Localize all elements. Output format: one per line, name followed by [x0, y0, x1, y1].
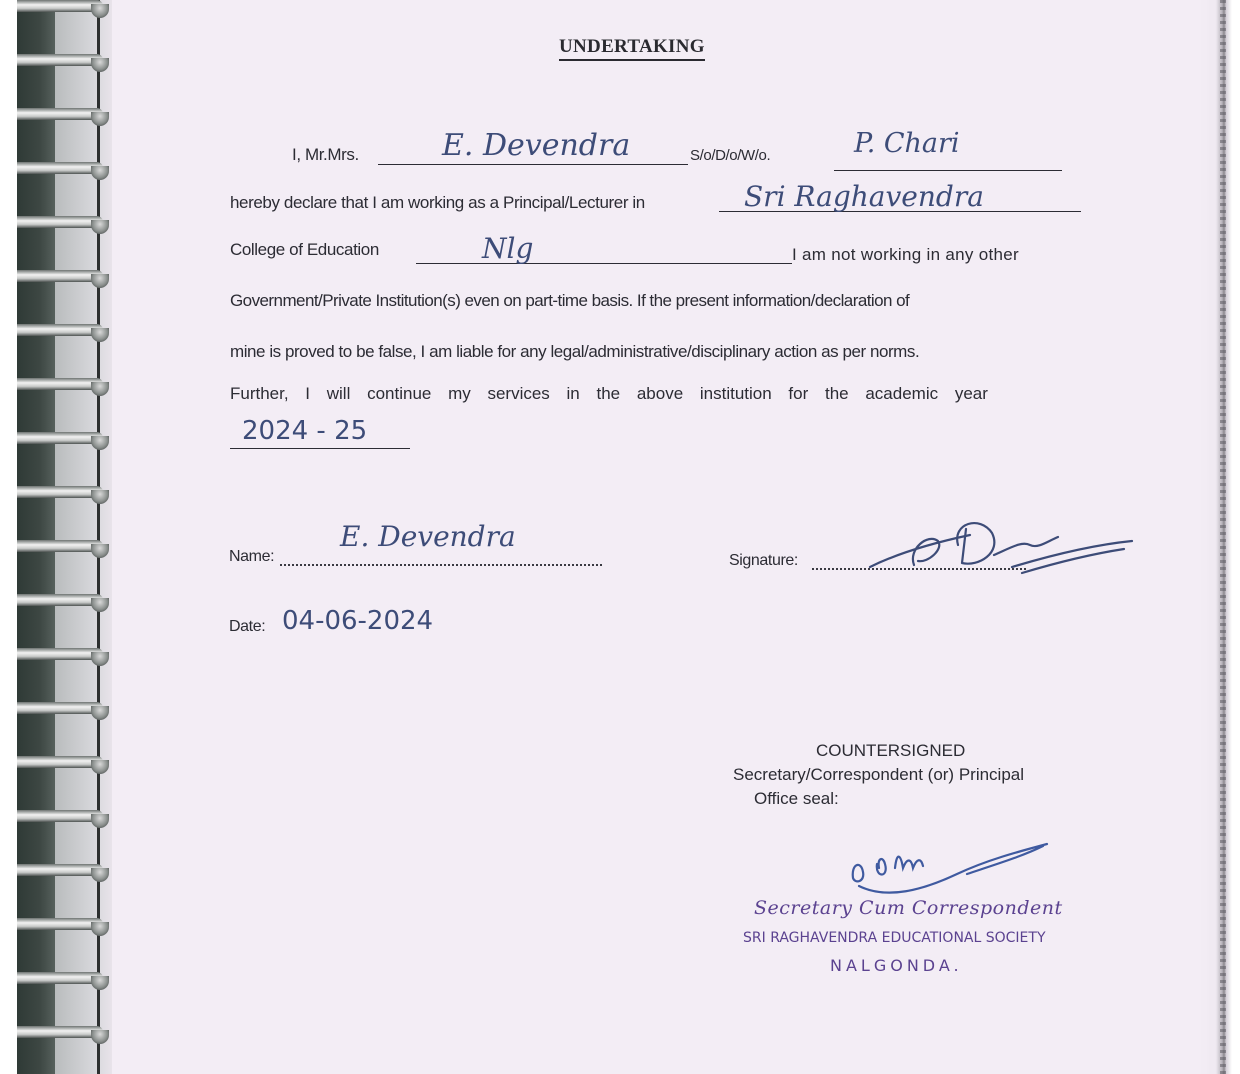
handwritten-academic-year: 2024 - 25 — [242, 416, 368, 446]
relation-label: S/o/D/o/W/o. — [690, 147, 771, 164]
spiral-coil — [17, 324, 110, 342]
spiral-coil — [17, 0, 110, 18]
stamp-title: Secretary Cum Correspondent — [754, 897, 1063, 919]
spiral-coil — [17, 702, 110, 720]
countersigned-heading: COUNTERSIGNED — [816, 741, 966, 760]
coil-loop — [91, 166, 109, 180]
spiral-coil — [17, 810, 110, 828]
spiral-coil — [17, 432, 110, 450]
document-title: UNDERTAKING — [559, 36, 705, 61]
spiral-coil — [17, 54, 110, 72]
place-blank-line — [416, 263, 792, 264]
handwritten-place: Nlg — [482, 232, 534, 265]
coil-loop — [91, 112, 109, 126]
coil-loop — [91, 652, 109, 666]
coil-loop — [91, 436, 109, 450]
coil-loop — [91, 706, 109, 720]
coil-loop — [91, 328, 109, 342]
coil-loop — [91, 382, 109, 396]
coil-loop — [91, 544, 109, 558]
spiral-coil — [17, 486, 110, 504]
coil-loop — [91, 868, 109, 882]
spiral-coil — [17, 864, 110, 882]
relation-blank-line — [834, 170, 1062, 171]
handwritten-college-name: Sri Raghavendra — [744, 180, 984, 213]
not-working-text: I am not working in any other — [792, 245, 1019, 264]
declaration-text-line: mine is proved to be false, I am liable for any legal/administrative/disciplinary action as per norms. — [230, 342, 920, 361]
spiral-binding — [17, 0, 112, 1074]
coil-loop — [91, 976, 109, 990]
coil-loop — [91, 598, 109, 612]
signature-scribble — [862, 515, 1142, 585]
office-seal-label: Office seal: — [754, 789, 839, 808]
spiral-coil — [17, 270, 110, 288]
spiral-coil — [17, 972, 110, 990]
scanner-border — [0, 0, 17, 1074]
spiral-coil — [17, 162, 110, 180]
coil-loop — [91, 760, 109, 774]
name-blank-line — [378, 164, 688, 165]
stamp-city: NALGONDA. — [830, 956, 963, 975]
countersign-role: Secretary/Correspondent (or) Principal — [733, 765, 1025, 784]
name-label: Name: — [229, 548, 275, 565]
spiral-coil — [17, 378, 110, 396]
declaration-text-line: Government/Private Institution(s) even on part-time basis. If the present information/declaration of — [230, 291, 910, 310]
coil-loop — [91, 814, 109, 828]
handwritten-relation-name: P. Chari — [854, 128, 960, 159]
name-dotted-line — [280, 564, 602, 566]
coil-loop — [91, 220, 109, 234]
date-label: Date: — [229, 618, 266, 635]
spiral-coil — [17, 918, 110, 936]
handwritten-date: 04-06-2024 — [282, 606, 434, 636]
college-of-education-label: College of Education — [230, 240, 379, 259]
spiral-coil — [17, 648, 110, 666]
countersign-signature-path — [853, 844, 1047, 893]
name-prefix-label: I, Mr.Mrs. — [292, 145, 359, 164]
signature-label: Signature: — [729, 552, 798, 569]
countersign-signature — [847, 838, 1057, 898]
spiral-coil — [17, 756, 110, 774]
handwritten-name: E. Devendra — [442, 128, 631, 163]
coil-loop — [91, 490, 109, 504]
stamp-organization: SRI RAGHAVENDRA EDUCATIONAL SOCIETY — [743, 930, 1046, 946]
signature-path — [870, 523, 1132, 573]
spiral-coil — [17, 108, 110, 126]
coil-loop — [91, 4, 109, 18]
declaration-text-line: Further, I will continue my services in the above institution for the academic year — [230, 384, 988, 403]
academic-year-blank-line — [230, 448, 410, 449]
spiral-coil — [17, 216, 110, 234]
coil-loop — [91, 922, 109, 936]
coil-loop — [91, 1030, 109, 1044]
undertaking-page — [112, 0, 1200, 1074]
coil-loop — [91, 274, 109, 288]
coil-loop — [91, 58, 109, 72]
spiral-coil — [17, 1026, 110, 1044]
handwritten-name-field: E. Devendra — [340, 520, 516, 553]
declaration-text-line: hereby declare that I am working as a Principal/Lecturer in — [230, 193, 645, 212]
spiral-coil — [17, 540, 110, 558]
page-edge-speckle — [1220, 0, 1226, 1074]
spiral-coil — [17, 594, 110, 612]
